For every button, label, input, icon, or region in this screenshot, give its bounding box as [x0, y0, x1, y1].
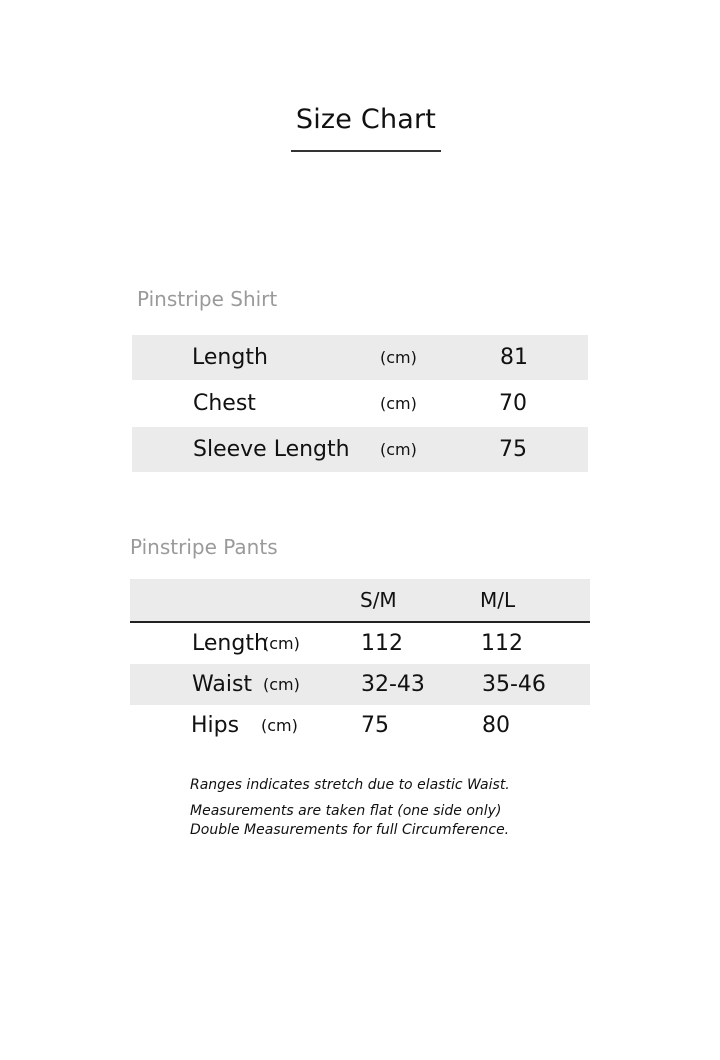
measure-label: Hips	[191, 713, 240, 738]
measure-value: 80	[482, 713, 510, 738]
table-row	[132, 381, 588, 426]
measure-value: 70	[499, 391, 527, 416]
title-underline	[291, 150, 441, 152]
measure-label: Waist	[192, 672, 253, 697]
page-title: Size Chart	[295, 104, 437, 135]
note-line: Double Measurements for full Circumference.	[190, 822, 510, 838]
measure-label: Chest	[193, 391, 256, 416]
table-row	[130, 623, 590, 664]
pants-section-title: Pinstripe Pants	[130, 535, 278, 559]
note-line: Measurements are taken flat (one side only)	[190, 803, 502, 819]
measure-unit: (cm)	[261, 716, 298, 735]
measure-value: 112	[361, 631, 403, 656]
shirt-section-title: Pinstripe Shirt	[137, 287, 278, 311]
size-header: M/L	[480, 588, 516, 612]
size-header: S/M	[360, 588, 397, 612]
pants-header-row	[130, 579, 590, 621]
measure-value: 32-43	[361, 672, 425, 697]
table-row	[130, 664, 590, 705]
measure-value: 75	[361, 713, 389, 738]
measure-label: Length	[192, 345, 268, 370]
measure-unit: (cm)	[380, 440, 417, 459]
measure-unit: (cm)	[263, 634, 300, 653]
measure-value: 112	[481, 631, 523, 656]
table-row	[132, 335, 588, 380]
table-row	[132, 427, 588, 472]
measure-label: Length	[192, 631, 268, 656]
measure-value: 81	[500, 345, 528, 370]
measure-value: 75	[499, 437, 527, 462]
table-row	[130, 705, 590, 746]
measure-unit: (cm)	[263, 675, 300, 694]
measure-value: 35-46	[482, 672, 546, 697]
measure-label: Sleeve Length	[193, 437, 350, 462]
measure-unit: (cm)	[380, 348, 417, 367]
note-line: Ranges indicates stretch due to elastic Waist.	[190, 777, 510, 793]
measure-unit: (cm)	[380, 394, 417, 413]
